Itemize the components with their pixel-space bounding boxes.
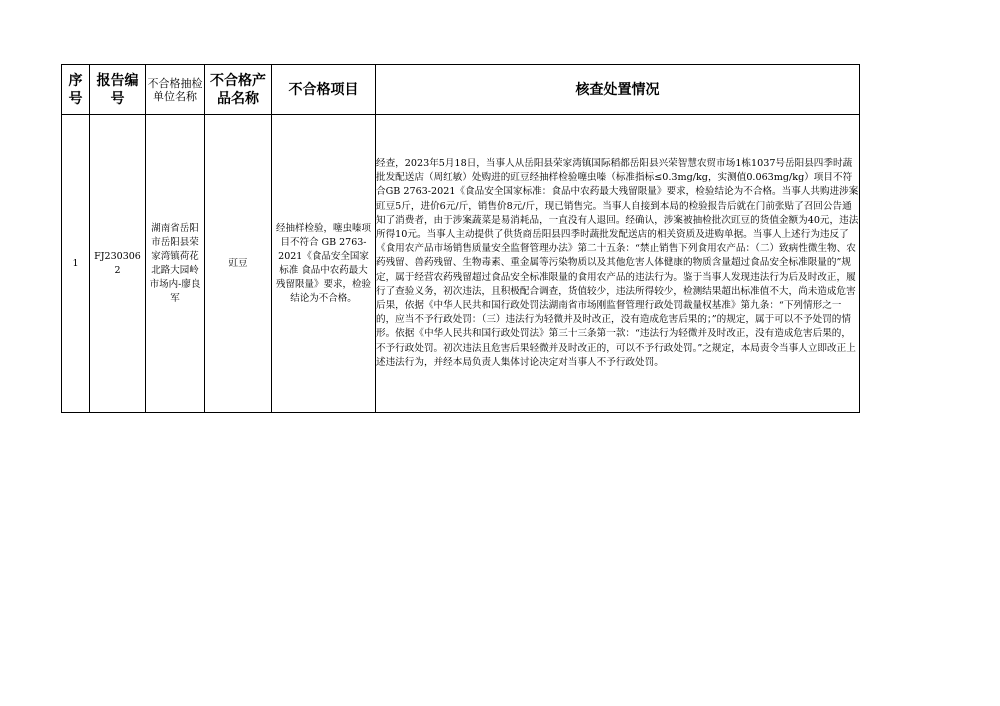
inspection-table [61,64,860,413]
cell-sampled-unit: 湖南省岳阳市岳阳县荣家湾镇荷花北路大园岭市场内-廖良军 [146,115,205,413]
cell-product-name: 豇豆 [205,115,272,413]
header-item: 不合格项目 [272,65,376,115]
table-row [62,115,860,413]
header-row [62,65,860,115]
cell-seq: 1 [62,115,90,413]
header-report-no: 报告编号 [90,65,146,115]
header-seq: 序号 [62,65,90,115]
cell-handling: 经查，2023年5月18日，当事人从岳阳县荣家湾镇国际稻都岳阳县兴荣智慧农贸市场1栋1037号岳阳县四季时蔬批发配送店（周红敏）处购进的豇豆经抽样检验噻虫嗪（标准指标≤0.3mg/kg，实测值0.063mg/kg）项目不符合GB 2763-2021《食品安全国家标准：食品中农药最大残留限量》要求，检验结论为不合格。当事人共购进涉案豇豆5斤，进价6元/斤，销售价8元/斤，现已销售完。当事人自接到本局的检验报告后就在门前张贴了召回公告通知了消费者，由于涉案蔬菜是易消耗品，一直没有人退回。经确认，涉案被抽检批次豇豆的货值金额为40元，违法所得10元。当事人主动提供了供货商岳阳县四季时蔬批发配送店的相关资质及进购单据。当事人上述行为违反了《食用农产品市场销售质量安全监督管理办法》第二十五条：“禁止销售下列食用农产品：（二）致病性微生物、农药残留、兽药残留、生物毒素、重金属等污染物质以及其他危害人体健康的物质含量超过食品安全标准限量的”规定，属于经营农药残留超过食品安全标准限量的食用农产品的违法行为。鉴于当事人发现违法行为后及时改正，履行了查验义务，初次违法，且积极配合调查，货值较少，违法所得较少，检测结果超出标准值不大，尚未造成危害后果，依据《中华人民共和国行政处罚法湖南省市场刚监督管理行政处罚裁量权基准》第九条：“下列情形之一的，应当不予行政处罚：（三）违法行为轻微并及时改正，没有造成危害后果的；”的规定，属于可以不予处罚的情形。依据《中华人民共和国行政处罚法》第三十三条第一款：“违法行为轻微并及时改正，没有造成危害后果的，不予行政处罚。初次违法且危害后果轻微并及时改正的，可以不予行政处罚。”之规定，本局责令当事人立即改正上述违法行为，并经本局负责人集体讨论决定对当事人不予行政处罚。 [376,115,860,413]
header-sampled-unit: 不合格抽检单位名称 [146,65,205,115]
header-handling: 核查处置情况 [376,65,860,115]
cell-item: 经抽样检验，噻虫嗪项目不符合 GB 2763-2021《食品安全国家标准 食品中农药最大残留限量》要求，检验结论为不合格。 [272,115,376,413]
cell-report-no: FJ2303062 [90,115,146,413]
header-product-name: 不合格产品名称 [205,65,272,115]
